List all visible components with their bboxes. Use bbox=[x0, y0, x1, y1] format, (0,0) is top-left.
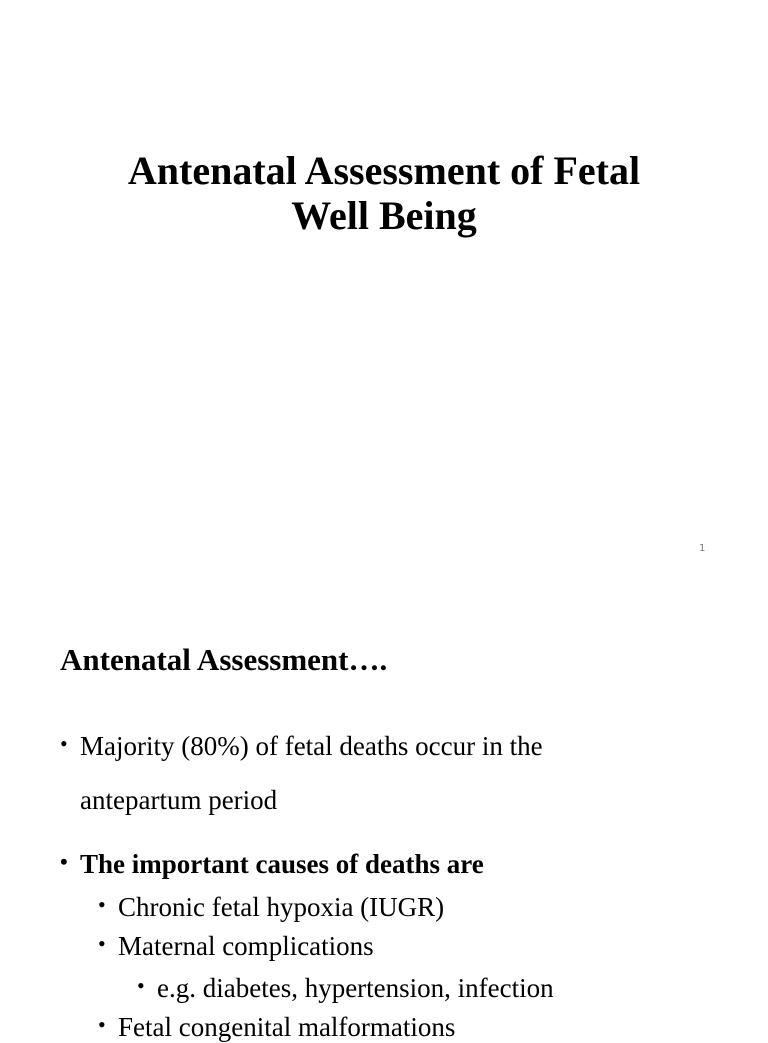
bullet-dot: • bbox=[137, 973, 145, 998]
page-number: 1 bbox=[699, 543, 706, 554]
bullet-item-causes bbox=[60, 849, 484, 880]
bullet-dot: • bbox=[60, 849, 68, 874]
bullet-text: Chronic fetal hypoxia (IUGR) bbox=[118, 892, 445, 922]
slide-title-line-1: Antenatal Assessment of Fetal bbox=[127, 148, 641, 193]
bullet-text: Majority (80%) of fetal deaths occur in the bbox=[80, 731, 543, 761]
bullet-item-majority-continuation bbox=[80, 785, 277, 816]
bullet-text: The important causes of deaths are bbox=[80, 849, 484, 879]
bullet-text: antepartum period bbox=[80, 785, 278, 815]
section-heading: Antenatal Assessment…. bbox=[60, 642, 388, 677]
slide-title bbox=[0, 148, 768, 238]
bullet-text: e.g. diabetes, hypertension, infection bbox=[157, 973, 554, 1003]
bullet-dot: • bbox=[98, 931, 106, 956]
slide-title-line-2: Well Being bbox=[291, 193, 477, 238]
bullet-text: Maternal complications bbox=[118, 931, 374, 961]
bullet-item-majority bbox=[60, 731, 543, 762]
bullet-dot: • bbox=[98, 1012, 106, 1037]
bullet-item-malformations bbox=[98, 1012, 456, 1043]
bullet-text: Fetal congenital malformations bbox=[118, 1012, 456, 1042]
bullet-dot: • bbox=[98, 892, 106, 917]
bullet-dot: • bbox=[60, 731, 68, 756]
bullet-item-examples bbox=[137, 973, 554, 1004]
bullet-item-maternal bbox=[98, 931, 374, 962]
bullet-item-hypoxia bbox=[98, 892, 445, 923]
